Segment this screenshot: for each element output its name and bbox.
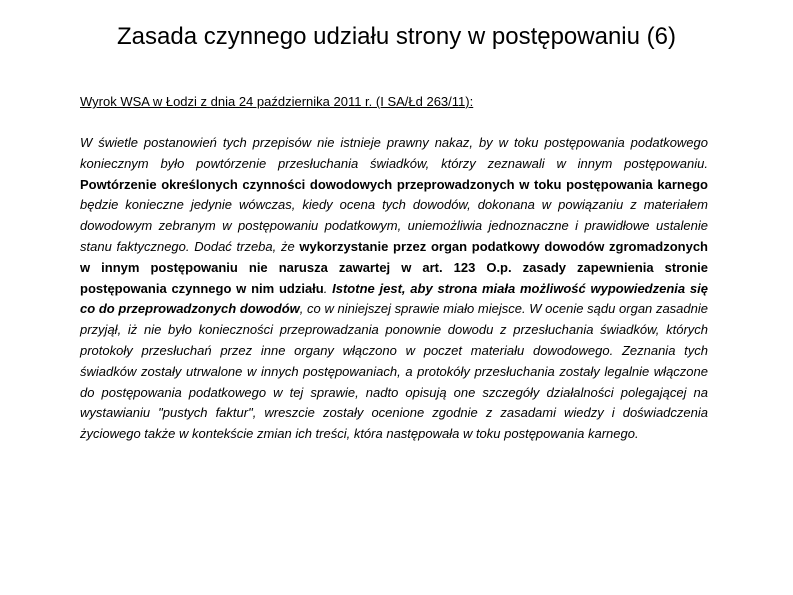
slide-title: Zasada czynnego udziału strony w postępowaniu (6) <box>117 23 676 50</box>
excerpt-segment: . <box>323 280 333 296</box>
excerpt-segment-emphasis: Powtórzenie określonych czynności dowodowych przeprowadzonych w toku postępowania karnego <box>80 176 708 192</box>
excerpt-segment: W świetle postanowień tych przepisów nie istnieje prawny nakaz, by w toku postępowania podatkowego koniecznym było powtórzenie przesłuchania świadków, którzy zeznawali w innym postępowaniu. <box>80 135 708 171</box>
court-ruling-citation: Wyrok WSA w Łodzi z dnia 24 października 2011 r. (I SA/Łd 263/11): <box>80 94 474 109</box>
excerpt-segment: będzie konieczne jedynie wówczas, kiedy ocena tych dowodów, dokonana w powiązaniu z materiałem dowodowym zebranym w postępowaniu podatkowym, uniemożliwia jednoznaczne i prawidłowe ustalenie stanu faktycznego. Dodać trzeba, że <box>80 197 708 254</box>
excerpt-segment: , co w niniejszej sprawie miało miejsce. W ocenie sądu organ zasadnie przyjął, iż nie było konieczności przeprowadzania ponownie dowodu z przesłuchania świadków, których protokoły przesłuchań przez inne organy włączono w poczet materiału dowodowego. Zeznania tych świadków zostały utrwalone w innych postępowaniach, a protokóły przesłuchania zostały legalnie włączone do postępowania podatkowego w tej sprawie, nadto opisują one szczegóły działalności polegającej na wystawianiu "pustych faktur", wreszcie zostały ocenione zgodnie z zasadami wiedzy i doświadczenia życiowego także w kontekście zmian ich treści, która następowała w toku postępowania karnego. <box>80 301 708 442</box>
excerpt-segment-key-point: Istotne jest, aby strona miała możliwość wypowiedzenia się co do przeprowadzonych dowodów <box>80 280 708 317</box>
ruling-excerpt <box>80 133 708 445</box>
excerpt-segment-emphasis: wykorzystanie przez organ podatkowy dowodów zgromadzonych w innym postępowaniu nie narusza zawartej w art. 123 O.p. zasady zapewnienia stronie postępowania czynnego w nim udziału <box>80 238 708 296</box>
